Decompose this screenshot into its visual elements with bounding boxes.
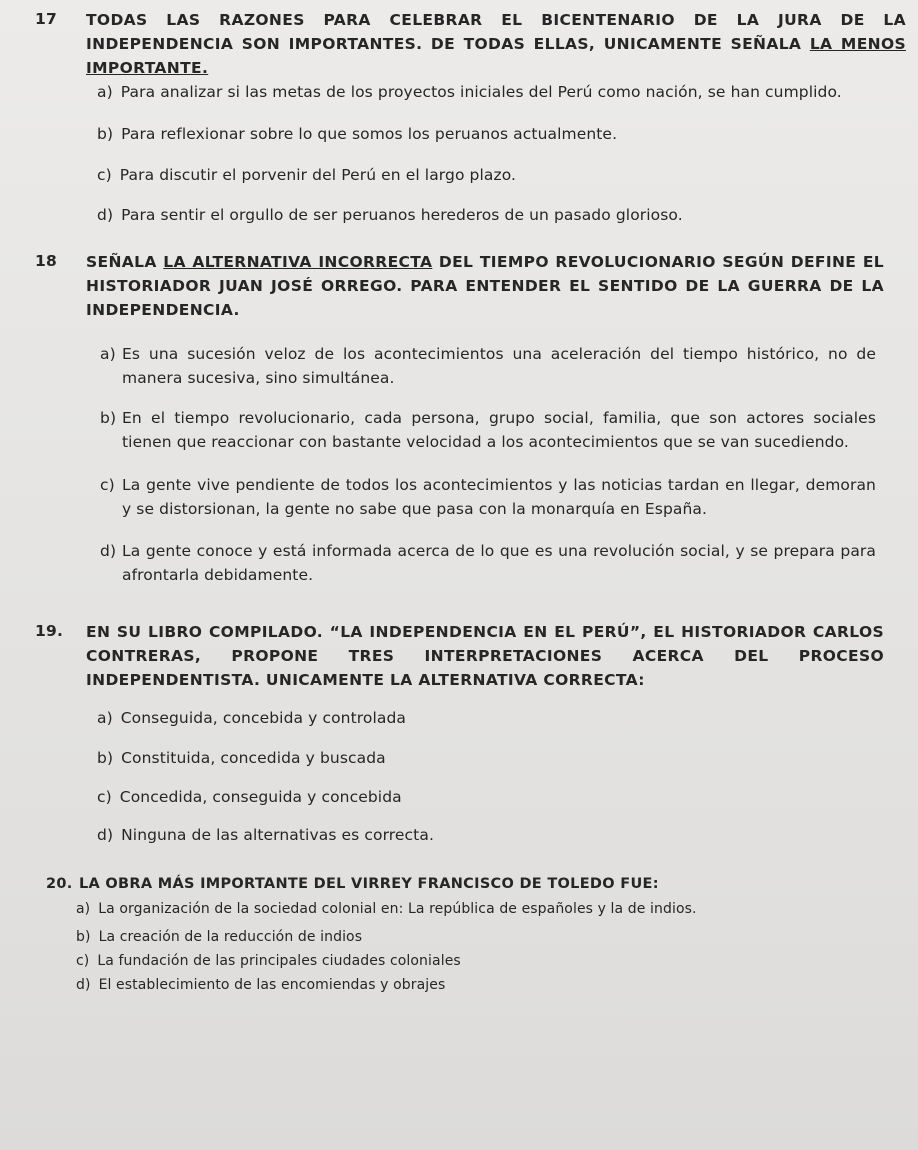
option-letter: b) [100, 409, 117, 427]
option-text: Ninguna de las alternativas es correcta. [121, 826, 434, 844]
option-letter: c) [97, 166, 112, 184]
option-c[interactable] [97, 785, 877, 809]
option-c[interactable] [76, 950, 896, 972]
question-stem [86, 250, 884, 322]
option-letter: c) [76, 953, 90, 969]
option-d[interactable] [76, 974, 896, 996]
option-letter: d) [100, 542, 117, 560]
option-a[interactable] [76, 898, 896, 920]
option-text: Para analizar si las metas de los proyectos iniciales del Perú como nación, se han cumplido. [120, 83, 842, 101]
option-letter: d) [97, 206, 114, 224]
question-stem [86, 8, 906, 80]
option-b[interactable] [97, 746, 877, 770]
option-text: Para reflexionar sobre lo que somos los peruanos actualmente. [121, 125, 618, 143]
question-stem: LA OBRA MÁS IMPORTANTE DEL VIRREY FRANCISCO DE TOLEDO FUE: [79, 876, 659, 892]
option-letter: b) [97, 749, 114, 767]
option-c-text: La gente vive pendiente de todos los acontecimientos y las noticias tardan en llegar, demoran y se distorsionan, la gente no sabe que pasa con la monarquía en España. [122, 476, 876, 518]
question-number: 18 [35, 252, 57, 270]
option-letter: d) [76, 977, 91, 993]
option-text: Concedida, conseguida y concebida [119, 788, 402, 806]
option-letter: a) [97, 709, 113, 727]
question-stem-emphasis: LA MENOS IMPORTANTE. [86, 35, 906, 77]
question-stem-text: EN SU LIBRO COMPILADO. “LA INDEPENDENCIA EN EL PERÚ”, EL HISTORIADOR CARLOS CONTRERAS, PROPONE TRES INTERPRETACIONES ACERCA DEL PROCESO INDEPENDENTISTA. UNICAMENTE LA ALTERNATIVA CORRECTA: [86, 623, 884, 689]
option-c[interactable] [97, 163, 897, 187]
option-b[interactable] [97, 122, 897, 146]
question-stem-text: TODAS LAS RAZONES PARA CELEBRAR EL BICENTENARIO DE LA JURA DE LA INDEPENDENCIA SON IMPORTANTES. DE TODAS ELLAS, UNICAMENTE SEÑALA [86, 11, 906, 53]
option-letter: b) [97, 125, 114, 143]
option-letter: b) [76, 929, 91, 945]
question-number: 20. [46, 876, 73, 892]
option-letter: a) [100, 345, 116, 363]
question-stem [86, 620, 884, 692]
question-stem-emphasis: LA ALTERNATIVA INCORRECTA [163, 253, 433, 271]
question-number: 17 [35, 10, 57, 28]
option-text: Constituida, concedida y buscada [121, 749, 386, 767]
option-text: Para sentir el orgullo de ser peruanos herederos de un pasado glorioso. [121, 206, 683, 224]
option-a[interactable] [97, 706, 877, 730]
option-b-text: En el tiempo revolucionario, cada persona, grupo social, familia, que son actores sociales tienen que reaccionar con bastante velocidad a los acontecimientos que se van sucediendo. [122, 409, 876, 451]
option-letter: c) [97, 788, 112, 806]
option-text: La organización de la sociedad colonial en: La república de españoles y la de indios. [98, 901, 697, 917]
option-a-text: Es una sucesión veloz de los acontecimientos una aceleración del tiempo histórico, no de manera sucesiva, sino simultánea. [122, 345, 876, 387]
option-d[interactable] [97, 203, 897, 227]
option-text: Conseguida, concebida y controlada [120, 709, 407, 727]
option-text: El establecimiento de las encomiendas y obrajes [98, 977, 446, 993]
option-d[interactable] [100, 539, 124, 563]
option-a[interactable] [97, 80, 897, 104]
option-letter: d) [97, 826, 114, 844]
option-c[interactable] [100, 473, 123, 497]
option-letter: c) [100, 476, 115, 494]
option-d[interactable] [97, 823, 877, 847]
option-text: La creación de la reducción de indios [98, 929, 363, 945]
question-number: 19. [35, 622, 64, 640]
option-letter: a) [97, 83, 113, 101]
option-letter: a) [76, 901, 91, 917]
option-b[interactable] [100, 406, 124, 430]
option-text: Para discutir el porvenir del Perú en el largo plazo. [119, 166, 517, 184]
option-a[interactable] [100, 342, 124, 366]
option-text: La fundación de las principales ciudades coloniales [97, 953, 461, 969]
option-b[interactable] [76, 926, 896, 948]
question-stem-text: DEL TIEMPO REVOLUCIONARIO SEGÚN DEFINE EL HISTORIADOR JUAN JOSÉ ORREGO. PARA ENTENDER EL SENTIDO DE LA GUERRA DE LA INDEPENDENCIA. [86, 253, 884, 319]
option-d-text: La gente conoce y está informada acerca de lo que es una revolución social, y se prepara para afrontarla debidamente. [122, 542, 876, 584]
question-stem-text: SEÑALA [86, 253, 164, 271]
